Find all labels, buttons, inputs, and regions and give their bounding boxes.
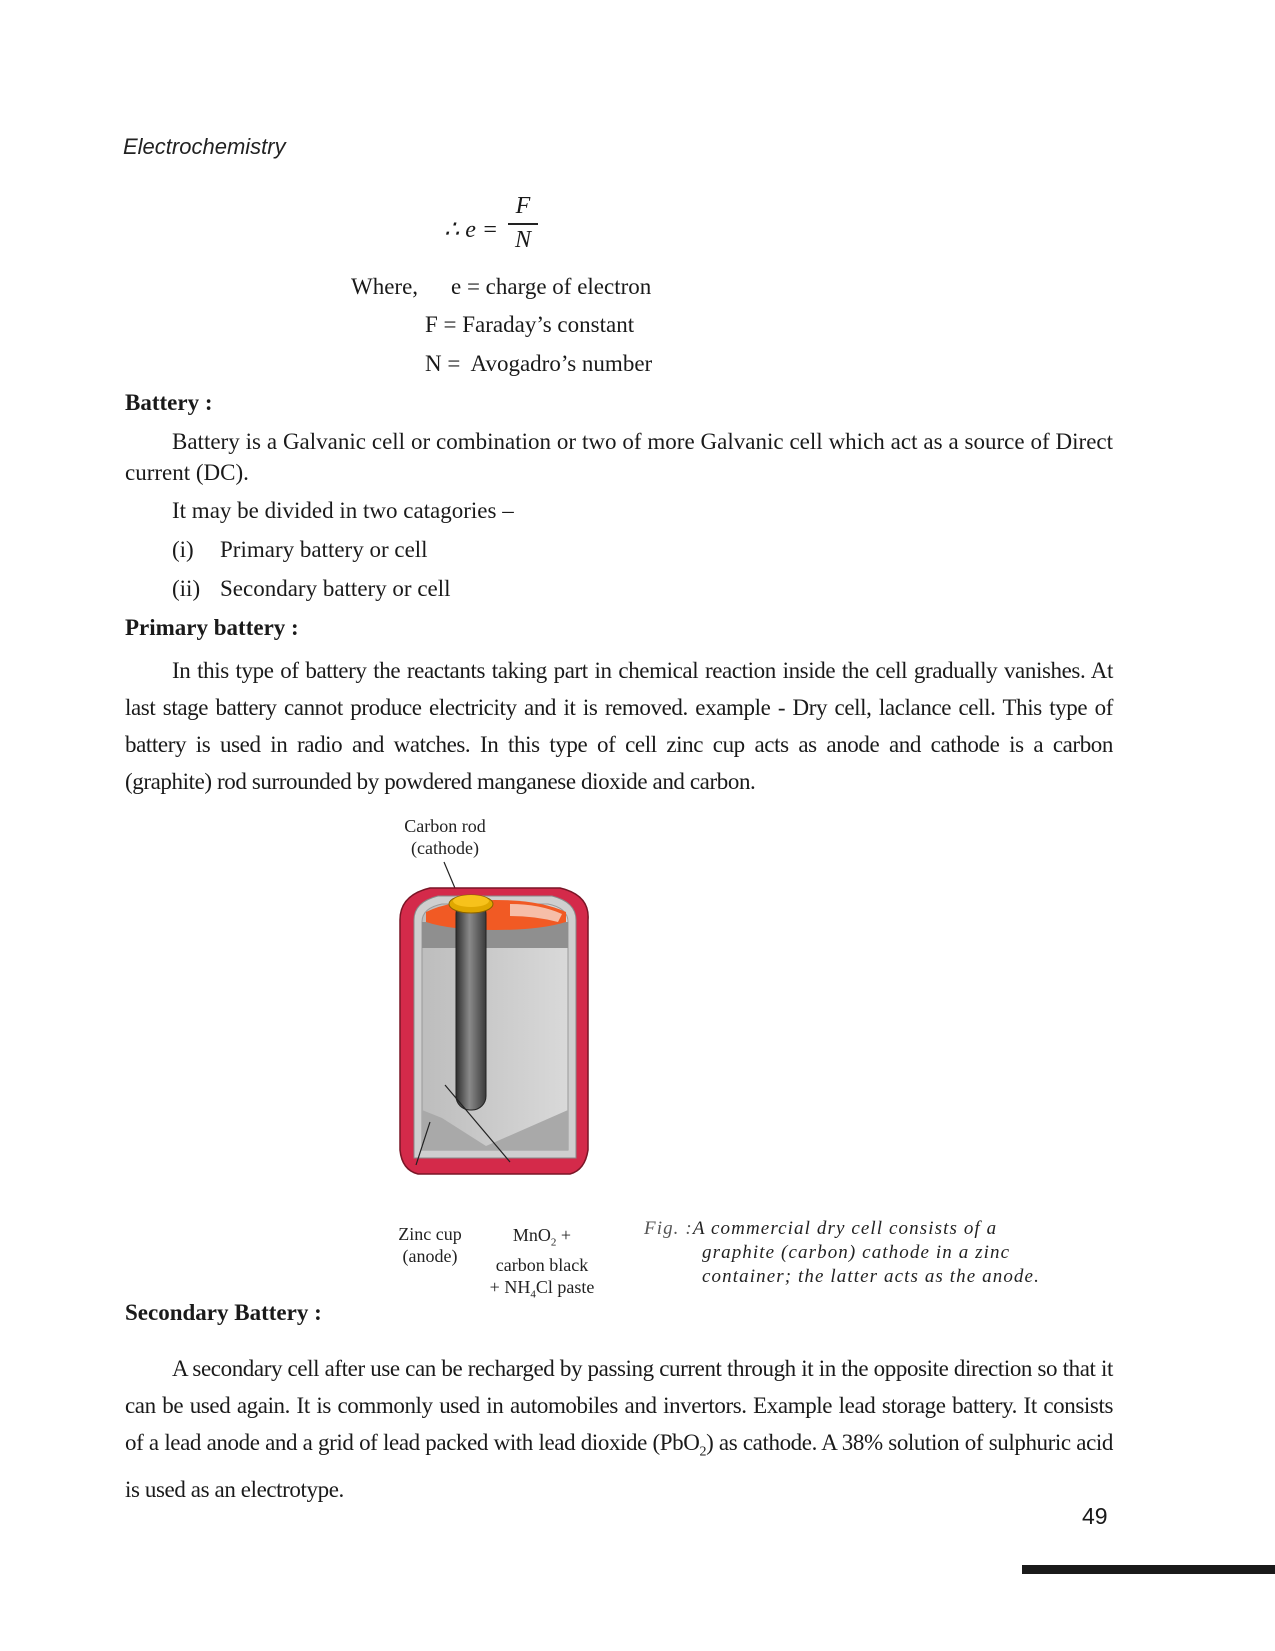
label-paste-cl: Cl paste xyxy=(535,1276,595,1297)
caption-line2: graphite (carbon) cathode in a zinc xyxy=(702,1242,1011,1263)
secondary-heading: Secondary Battery : xyxy=(125,1300,322,1325)
formula-lhs: ∴ e = xyxy=(444,217,499,243)
secondary-paragraph xyxy=(125,1350,1113,1508)
label-zinc-line2: (anode) xyxy=(402,1246,458,1266)
category-item xyxy=(172,576,451,602)
label-paste-line3 xyxy=(472,1276,612,1306)
formula-denominator: N xyxy=(514,227,531,253)
where-item-n: N = Avogadro’s number xyxy=(425,351,653,376)
formula-numerator: F xyxy=(515,193,531,219)
label-zinc-line1: Zinc cup xyxy=(398,1224,462,1244)
label-paste-line2: carbon black xyxy=(495,1254,589,1275)
formula-fraction xyxy=(508,193,538,254)
category-item xyxy=(172,537,428,563)
page-number: 49 xyxy=(1082,1503,1108,1529)
figure-caption xyxy=(644,1217,1114,1289)
where-item-e: e = charge of electron xyxy=(451,274,652,299)
label-zinc-cup xyxy=(385,1223,475,1267)
secondary-text-b: ) as cathode. A 38% solution of sulphuric acid is used as an electrotype. xyxy=(125,1430,1113,1502)
label-paste-plus: + xyxy=(556,1225,572,1245)
label-paste-line1 xyxy=(472,1224,612,1254)
fraction-bar xyxy=(508,223,538,225)
caption-line3: container; the latter acts as the anode. xyxy=(702,1266,1040,1287)
label-carbon-rod-line1: Carbon rod xyxy=(404,816,486,836)
electron-charge-formula xyxy=(444,193,584,263)
primary-paragraph: In this type of battery the reactants taking part in chemical reaction inside the cell gradually vanishes. At last stage battery cannot produce electricity and it is removed. example - Dry cell, laclance cell. This type of battery is used in radio and watches. In this type of cell zinc cup acts as anode and cathode is a carbon (graphite) rod surrounded by powdered manganese dioxide and carbon. xyxy=(125,658,1113,794)
label-paste-nh: + NH xyxy=(489,1276,531,1297)
category-text: Secondary battery or cell xyxy=(220,576,451,601)
secondary-text-a: A secondary cell after use can be recharged by passing current through it in the opposite direction so that it can be used again. It is commonly used in automobiles and invertors. Example lead storage battery. It consists of a lead anode and a grid of lead packed with lead dioxide (PbO xyxy=(125,1356,1113,1455)
label-paste-sub: 2 xyxy=(550,1236,557,1249)
label-paste xyxy=(472,1224,612,1305)
battery-divided-intro: It may be divided in two catagories – xyxy=(172,498,514,523)
category-number: (ii) xyxy=(172,576,201,601)
label-paste-mno: MnO xyxy=(512,1225,551,1245)
primary-heading: Primary battery : xyxy=(125,615,299,640)
footer-rule xyxy=(1022,1565,1275,1574)
battery-definition: Battery is a Galvanic cell or combination or two of more Galvanic cell which act as a source of Direct current (DC). xyxy=(125,429,1113,485)
caption-fig-label: Fig. : xyxy=(644,1218,693,1239)
battery-heading: Battery : xyxy=(125,390,213,415)
category-text: Primary battery or cell xyxy=(220,537,428,562)
caption-line1: A commercial dry cell consists of a xyxy=(692,1218,998,1239)
where-label: Where, xyxy=(351,274,419,299)
label-carbon-rod xyxy=(385,815,505,859)
category-number: (i) xyxy=(172,537,194,562)
running-title: Electrochemistry xyxy=(123,134,286,159)
label-paste-sub4: 4 xyxy=(530,1288,536,1301)
where-item-f: F = Faraday’s constant xyxy=(425,312,635,337)
secondary-subscript: 2 xyxy=(699,1444,707,1460)
label-carbon-rod-line2: (cathode) xyxy=(411,838,479,858)
dry-cell-illustration xyxy=(390,860,600,1220)
